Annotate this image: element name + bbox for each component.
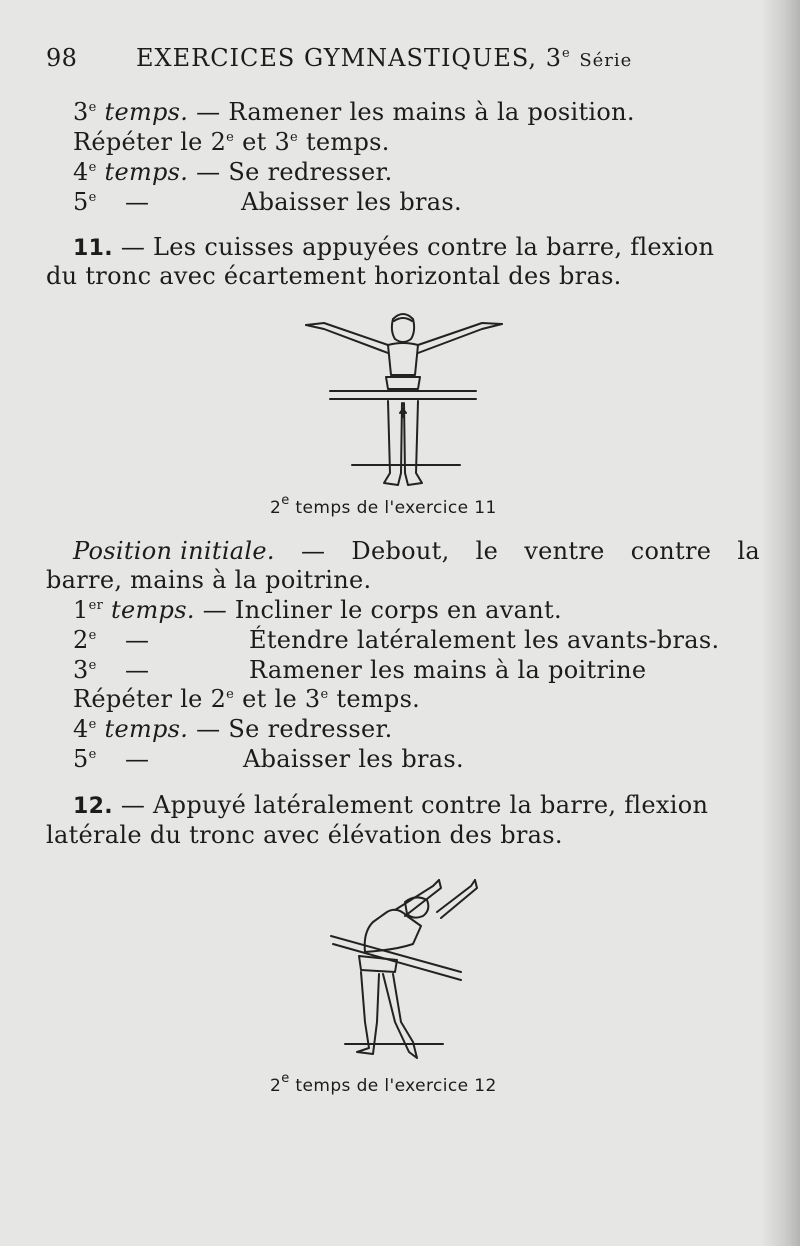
position-initiale-cont: barre, mains à la poitrine.: [46, 566, 372, 594]
exercise-heading-cont: latérale du tronc avec élévation des bras.: [46, 821, 563, 849]
step-line: 4e temps. — Se redresser.: [73, 158, 393, 186]
page-edge-shadow: [760, 0, 800, 1246]
exercise-heading-cont: du tronc avec écartement horizontal des bras.: [46, 262, 622, 290]
exercise-number: 11.: [73, 236, 113, 261]
step-line: 5e — Abaisser les bras.: [73, 188, 462, 216]
exercise-heading: 12. — Appuyé latéralement contre la barre, flexion: [73, 791, 709, 819]
exercise-heading: 11. — Les cuisses appuyées contre la barre, flexion: [73, 233, 715, 261]
repeat-line: Répéter le 2e et 3e temps.: [73, 128, 390, 156]
step-line: 3e temps. — Ramener les mains à la position.: [73, 98, 635, 126]
illustration-exercise-11: [300, 305, 510, 495]
illustration-exercise-12: [325, 872, 485, 1072]
running-title: EXERCICES GYMNASTIQUES, 3e Série: [136, 44, 633, 72]
figure-caption: 2e temps de l'exercice 12: [270, 1071, 497, 1096]
position-initiale-line: Position initiale. — Debout, le ventre contre la: [73, 537, 760, 565]
exercise-number: 12.: [73, 794, 113, 819]
step-line: 2e — Étendre latéralement les avants-bras.: [73, 626, 720, 654]
step-line: 4e temps. — Se redresser.: [73, 715, 393, 743]
step-line: 5e — Abaisser les bras.: [73, 745, 464, 773]
repeat-line: Répéter le 2e et le 3e temps.: [73, 685, 421, 713]
step-line: 1er temps. — Incliner le corps en avant.: [73, 596, 562, 624]
page-number: 98: [46, 44, 78, 72]
step-line: 3e — Ramener les mains à la poitrine: [73, 656, 647, 684]
figure-caption: 2e temps de l'exercice 11: [270, 493, 497, 518]
